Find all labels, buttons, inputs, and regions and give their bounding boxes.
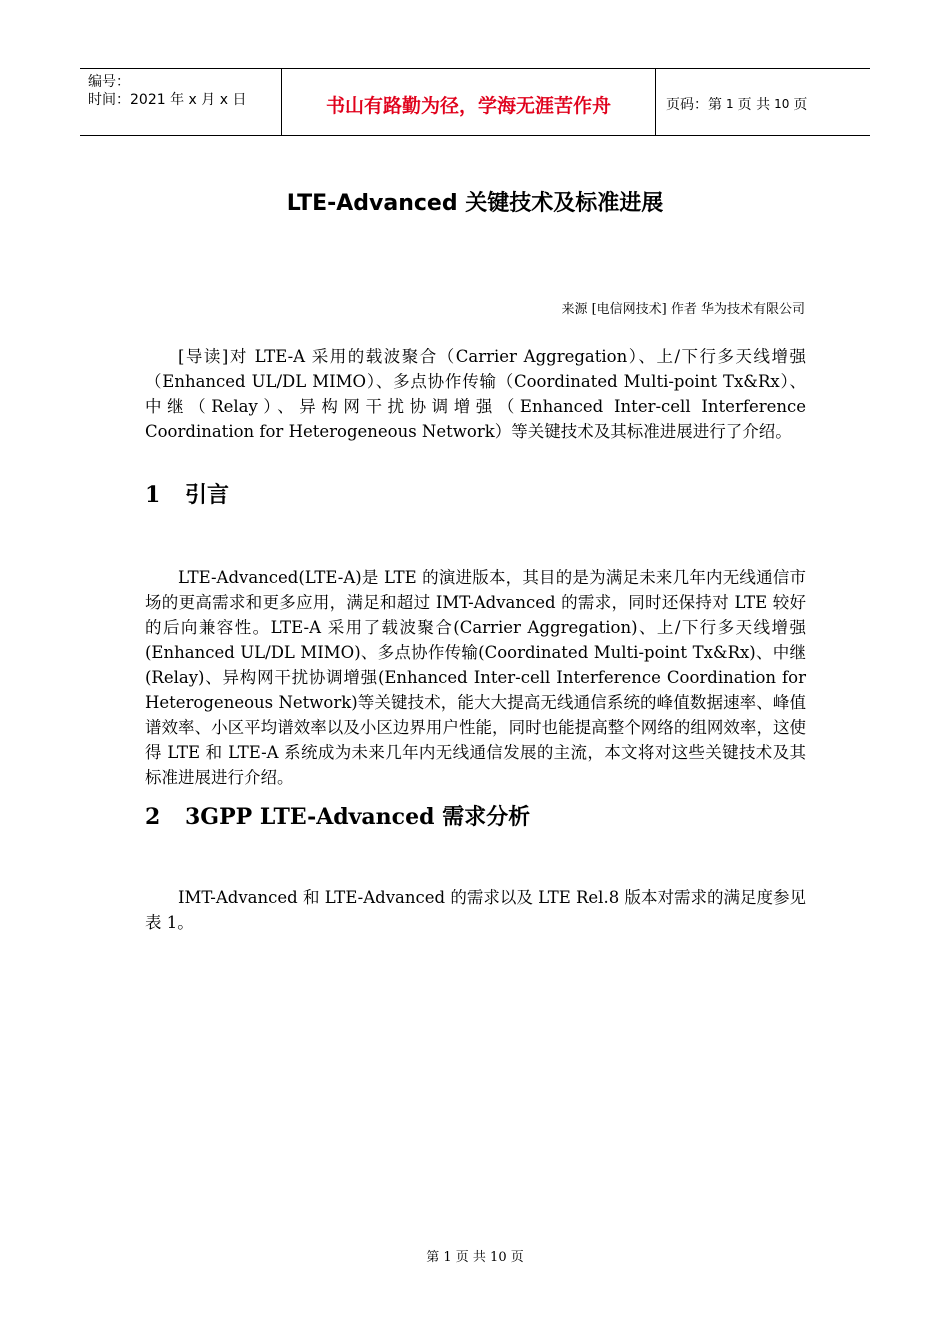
header-page-suffix: 页 xyxy=(793,97,808,113)
section-1-paragraph: LTE-Advanced(LTE-A)是 LTE 的演进版本，其目的是为满足未来几年内无线通信市场的更高需求和更多应用，满足和超过 IMT-Advanced 的需求，同时还保持对 LTE 较好的后向兼容性。LTE-A 采用了载波聚合(Carrier Aggregation)、上/下行多天线增强(Enhanced UL/DL MIMO)、多点协作传输(Coordinated Multi-point Tx&Rx)、中继(Relay)、异构网干扰协调增强(Enhanced Inter-cell Interference Coordination for Heterogeneous Network)等关键技术，能大大提高无线通信系统的峰值数据速率、峰值谱效率、小区平均谱效率以及小区边界用户性能，同时也能提高整个网络的组网效率，这使得 LTE 和 LTE-A 系统成为未来几年内无线通信发展的主流，本文将对这些关键技术及其标准进展进行介绍。 xyxy=(145,568,806,787)
section-1-title: 引言 xyxy=(185,482,230,508)
header-page-num: 1 xyxy=(726,97,734,111)
document-title: LTE-Advanced 关键技术及标准进展 xyxy=(286,191,664,216)
header-time-label: 时间：2021 年 x 月 x 日 xyxy=(88,92,247,108)
header-page-mid: 页 共 xyxy=(737,97,771,113)
header-page-info xyxy=(656,69,870,135)
header-page-prefix: 页码：第 xyxy=(666,97,722,113)
header-motto: 书山有路勤为径，学海无涯苦作舟 xyxy=(282,69,656,135)
header-page-total: 10 xyxy=(774,97,790,111)
page-footer: 第 1 页 共 10 页 xyxy=(426,1250,524,1265)
section-2-title: 3GPP LTE-Advanced 需求分析 xyxy=(185,804,531,830)
header-table xyxy=(80,68,870,136)
section-2-heading xyxy=(145,800,530,831)
section-2-number: 2 xyxy=(145,804,161,830)
source-line: 来源 [电信网技术] 作者 华为技术有限公司 xyxy=(561,302,805,317)
section-1-heading xyxy=(145,478,229,509)
intro-paragraph: [导读]对 LTE-A 采用的载波聚合（Carrier Aggregation）、上/下行多天线增强（Enhanced UL/DL MIMO）、多点协作传输（Coordinated Multi-point Tx&Rx）、中继（Relay）、异构网干扰协调增强（Enhanced Inter-cell Interference Coordination for Heterogeneous Network）等关键技术及其标准进展进行了介绍。 xyxy=(145,347,806,441)
section-2-paragraph: IMT-Advanced 和 LTE-Advanced 的需求以及 LTE Rel.8 版本对需求的满足度参见表 1。 xyxy=(145,888,806,932)
section-1-number: 1 xyxy=(145,482,161,508)
header-number-label: 编号： xyxy=(88,74,130,90)
header-info-cell xyxy=(80,69,282,135)
